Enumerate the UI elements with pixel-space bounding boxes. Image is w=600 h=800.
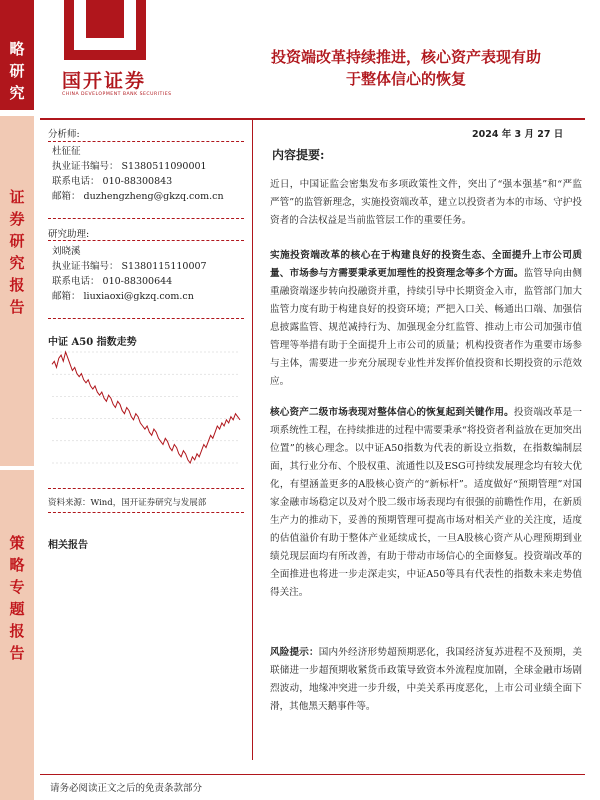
paragraph-lead: 核心资产二级市场表现对整体信心的恢复起到关键作用。 — [270, 407, 514, 418]
sidebar-char: 研 — [9, 62, 25, 80]
column-divider — [252, 120, 253, 760]
paragraph-text: 监管导向由侧重融资端逐步转向投融资并重，持续引导中长期资金入市，监管部门加大监管力度有助于构建良好的投资环境；严把入口关、畅通出口端、加强信息披露监管、规范减持行为、加强现金分红监管、推动上市公司加强市值管理等举措有助于全面提升上市公司的质量；机构投资者作为重要市场参与主体，需要进一步充分展现专业性并发挥价值投资和长期投资的示范效应。 — [270, 268, 583, 387]
sidebar — [0, 0, 34, 800]
chart-top-divider — [48, 318, 244, 319]
summary-title: 内容提要: — [272, 148, 325, 162]
risk-text: 国内外经济形势超预期恶化，我国经济复苏进程不及预期，美联储进一步超预期收紧货币政策导致资本外流程度加剧，全球金融市场剧烈波动，地缘冲突进一步升级，中美关系再度恶化，上市公司业绩全面下滑，其他黑天鹅事件等。 — [270, 647, 583, 712]
title-line-1: 投资端改革持续推进，核心资产表现有助 — [270, 48, 541, 66]
sidebar-char: 究 — [9, 84, 25, 102]
logo-en: CHINA DEVELOPMENT BANK SECURITIES — [62, 92, 172, 97]
assistant-email[interactable]: 邮箱： liuxiaoxi@gkzq.com.cn — [52, 291, 194, 302]
sidebar-char: 题 — [9, 600, 25, 618]
sidebar-char: 告 — [9, 298, 25, 316]
sidebar-char: 报 — [9, 622, 25, 640]
assistant-top-divider — [48, 218, 244, 219]
related-reports-label: 相关报告 — [48, 540, 88, 551]
sidebar-mid-text — [0, 186, 34, 318]
index-trend-chart — [48, 346, 244, 471]
sidebar-char: 专 — [9, 578, 25, 596]
company-logo — [62, 0, 182, 108]
sidebar-char: 策 — [9, 534, 25, 552]
assistant-cert: 执业证书编号： S1380115110007 — [52, 261, 207, 272]
paragraph-text: 近日，中国证监会密集发布多项政策性文件，突出了“强本强基”和“严监严管”的监管新理念，实施投资端改革，建立以投资者为本的市场、守护投资者的合法权益是当前监管层工作的重要任务。 — [270, 179, 582, 226]
logo-mark-icon — [64, 0, 146, 60]
chart-bottom-divider — [48, 488, 244, 489]
summary-paragraph-3 — [270, 404, 582, 602]
risk-warning — [270, 644, 582, 716]
analyst-info — [52, 144, 224, 204]
chart-series-line — [52, 352, 240, 463]
sidebar-char: 券 — [9, 210, 25, 228]
sidebar-char: 究 — [9, 254, 25, 272]
sidebar-char: 证 — [9, 188, 25, 206]
chart-source: 资料来源：Wind，国开证券研究与发展部 — [48, 498, 207, 508]
sidebar-char: 研 — [9, 232, 25, 250]
sidebar-char: 略 — [9, 556, 25, 574]
paragraph-lead: 实施投资端改革的核心在于构建良好的投资生态、全面提升上市公司质量、市场参与方需要秉承更加理性的投资理念等多个方面。 — [270, 250, 582, 279]
assistant-phone: 联系电话： 010-88300644 — [52, 276, 173, 287]
title-line-2: 于整体信心的恢复 — [345, 70, 466, 88]
analyst-name: 杜征征 — [52, 146, 81, 157]
paragraph-text: 投资端改革是一项系统性工程，在持续推进的过程中需要秉承“将投资者利益放在更加突出位置”的核心理念。以中证A50指数为代表的新设立指数，在指数编制层面，其行业分布、个股权重、流通性以及ESG可持续发展理念均有较大优化，有望涵盖更多的A股核心资产的“新标杆”。适度做好“预期管理”对国家金融市场稳定以及对个股二级市场表现均有很强的前瞻性作用，在新质生产力的推动下，妥善的预期管理可提高市场对相关产业的关注度，适度的估值溢价有助于整体产业延续成长，一旦A股核心资产从心理预期到业绩兑现层面均有所改善，有助于带动市场信心的全面修复。投资端改革的全面推进也将进一步走深走实，中证A50等具有代表性的指数未来走势值得关注。 — [270, 407, 583, 598]
summary-paragraph-1 — [270, 176, 582, 230]
assistant-name: 刘晓溪 — [52, 246, 81, 257]
report-title — [236, 46, 576, 90]
assistant-divider — [48, 240, 244, 241]
analyst-label: 分析师: — [48, 129, 80, 140]
report-date: 2024 年 3 月 27 日 — [472, 129, 564, 140]
analyst-cert: 执业证书编号： S1380511090001 — [52, 161, 207, 172]
source-divider — [48, 512, 244, 513]
analyst-email[interactable]: 邮箱： duzhengzheng@gkzq.com.cn — [52, 191, 224, 202]
sidebar-char: 告 — [9, 644, 25, 662]
logo-name: 国开证券 — [62, 70, 147, 92]
risk-label: 风险提示： — [270, 647, 319, 658]
assistant-label: 研究助理: — [48, 229, 90, 240]
top-divider — [40, 118, 585, 120]
chart-title: 中证 A50 指数走势 — [48, 337, 137, 348]
footer-disclaimer: 请务必阅读正文之后的免责条款部分 — [50, 783, 203, 794]
analyst-phone: 联系电话： 010-88300843 — [52, 176, 173, 187]
bottom-divider — [40, 774, 585, 775]
sidebar-char: 略 — [9, 40, 25, 58]
summary-paragraph-2 — [270, 247, 582, 391]
assistant-info — [52, 244, 207, 304]
sidebar-char: 报 — [9, 276, 25, 294]
sidebar-top-text — [0, 38, 34, 104]
analyst-divider — [48, 141, 244, 142]
sidebar-low-text — [0, 532, 34, 664]
